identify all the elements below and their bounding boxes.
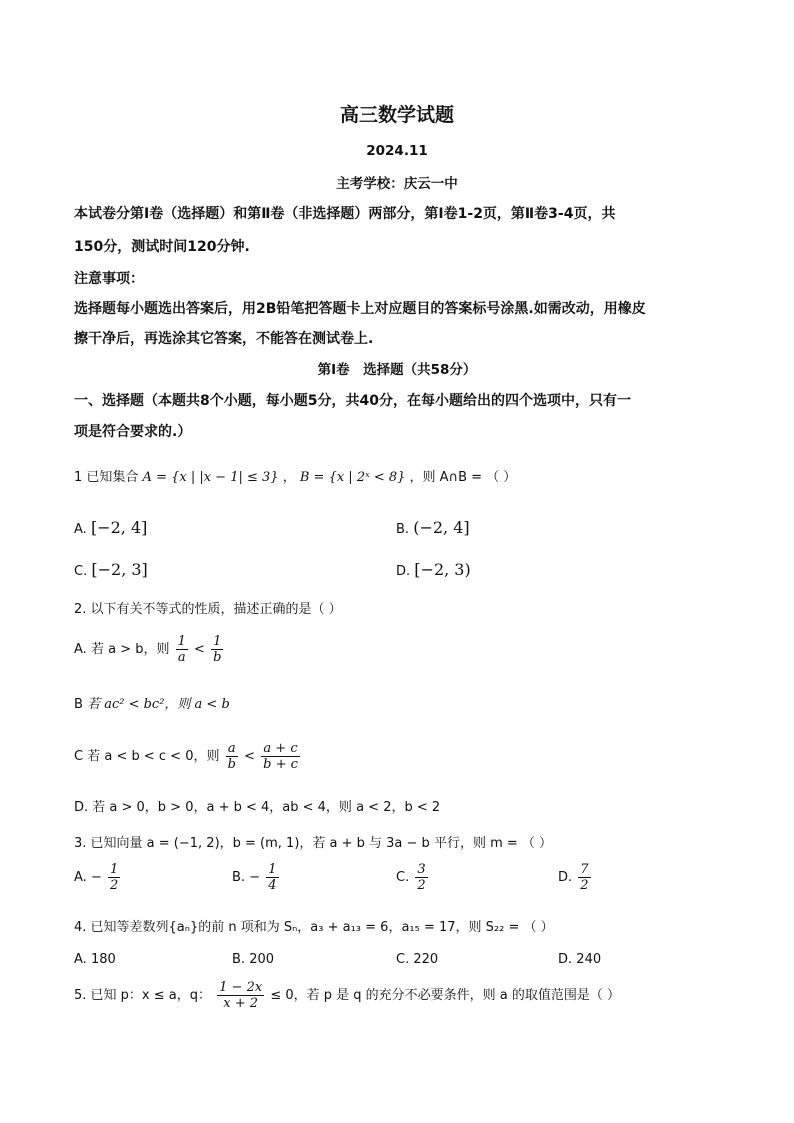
exam-date: 2024.11	[366, 143, 428, 159]
q2-option-a-fraction-1	[176, 634, 188, 665]
q1-option-a-label: A.	[74, 522, 87, 537]
q2-option-a-premise: 若 a > b，则	[90, 642, 170, 657]
q4-option-a	[74, 952, 116, 967]
section-instruction-1: 一、选择题（本题共8个小题，每小题5分，共40分，在每小题给出的四个选项中，只有一	[74, 393, 631, 409]
notice-line-2: 擦干净后，再选涂其它答案，不能答在测试卷上.	[74, 331, 374, 347]
notice-line-1: 选择题每小题选出答案后，用2B铅笔把答题卡上对应题目的答案标号涂黑.如需改动，用橡皮	[74, 301, 646, 317]
q1-option-b-label: B.	[396, 522, 410, 537]
section-title: 第Ⅰ卷 选择题（共58分）	[317, 362, 477, 378]
question-5	[74, 980, 620, 1011]
q4-option-d	[558, 952, 601, 967]
intro-line-2: 150分，测试时间120分钟.	[74, 239, 250, 255]
fraction-numerator: 7	[580, 862, 589, 877]
section-instruction-2: 项是符合要求的.）	[74, 424, 192, 440]
q3-option-c-fraction	[415, 862, 427, 893]
set-b-expression: B = {x | 2ˣ < 8}	[299, 470, 406, 485]
q2-option-a-fraction-2	[211, 634, 223, 665]
question-1	[74, 466, 516, 485]
q1-option-c-label: C.	[74, 564, 88, 579]
page-title: 高三数学试题	[339, 104, 454, 126]
fraction-numerator: a + c	[263, 741, 298, 756]
q3-option-b-label: B.	[232, 870, 246, 885]
q2-option-b-text: 若 ac² < bc²，则 a < b	[87, 697, 230, 712]
fraction-numerator: 1 − 2x	[219, 980, 263, 995]
q3-option-d	[558, 862, 593, 893]
fraction-denominator: b	[213, 650, 222, 665]
q4-option-c-label: C.	[396, 952, 410, 967]
q2-option-d: D. 若 a > 0，b > 0，a + b < 4，ab < 4，则 a < 2，b < 2	[74, 800, 441, 815]
q3-option-b-sign: −	[249, 870, 261, 885]
fraction-denominator: 4	[268, 878, 277, 893]
q4-option-a-label: A.	[74, 952, 87, 967]
q2-option-c-premise: 若 a < b < c < 0，则	[87, 749, 220, 764]
q2-option-a	[74, 634, 225, 665]
q2-option-c-operator: <	[244, 749, 255, 764]
q2-option-c-label: C	[74, 749, 84, 764]
q1-option-c-value: [−2, 3]	[91, 560, 148, 579]
set-a-expression: A = {x | |x − 1| ≤ 3}	[142, 470, 279, 485]
q3-option-d-label: D.	[558, 870, 573, 885]
fraction-denominator: b	[227, 757, 236, 772]
question-1-prefix: 1 已知集合	[74, 470, 139, 485]
q4-option-c-value: 220	[413, 952, 439, 967]
fraction-numerator: 1	[109, 862, 119, 877]
q2-option-a-operator: <	[194, 642, 205, 657]
notice-title: 注意事项：	[74, 271, 144, 287]
fraction-numerator: 1	[213, 634, 222, 649]
q4-option-a-value: 180	[90, 952, 116, 967]
fraction-numerator: 3	[417, 862, 426, 877]
q1-option-a-value: [−2, 4]	[90, 518, 148, 537]
q4-option-b-value: 200	[249, 952, 275, 967]
host-school: 主考学校：庆云一中	[336, 176, 458, 192]
q4-option-b	[232, 952, 274, 967]
q3-option-a-sign: −	[90, 870, 102, 885]
q2-option-a-label: A.	[74, 642, 87, 657]
question-1-comma: ，	[282, 470, 296, 485]
q1-option-d-value: [−2, 3)	[414, 560, 471, 579]
q1-option-a	[74, 518, 147, 537]
q4-option-b-label: B.	[232, 952, 246, 967]
q1-option-b-value: (−2, 4]	[413, 518, 470, 537]
fraction-numerator: a	[227, 741, 236, 756]
fraction-denominator: a	[177, 650, 186, 665]
q4-option-d-value: 240	[576, 952, 602, 967]
q1-option-d-label: D.	[396, 564, 411, 579]
q1-option-c	[74, 560, 148, 579]
q2-option-c	[74, 741, 302, 772]
q2-option-b	[74, 693, 230, 712]
q3-option-c	[396, 862, 430, 893]
q3-option-a-fraction	[108, 862, 120, 893]
q3-option-b-fraction	[266, 862, 278, 893]
fraction-denominator: 2	[580, 878, 589, 893]
fraction-denominator: x + 2	[223, 996, 259, 1011]
q2-option-c-fraction-2	[261, 741, 300, 772]
q2-option-b-label: B	[74, 697, 83, 712]
intro-line-1: 本试卷分第Ⅰ卷（选择题）和第Ⅱ卷（非选择题）两部分，第Ⅰ卷1-2页，第Ⅱ卷3-4页，共	[74, 206, 616, 222]
question-5-fraction	[217, 980, 264, 1011]
q1-option-b	[396, 518, 470, 537]
fraction-denominator: b + c	[263, 757, 298, 772]
question-4-stem: 4. 已知等差数列{aₙ}的前 n 项和为 Sₙ，a₃ + a₁₃ = 6，a₁₅ = 17，则 S₂₂ = （ ）	[74, 920, 554, 935]
q3-option-c-label: C.	[396, 870, 410, 885]
q2-option-c-fraction-1	[226, 741, 238, 772]
q3-option-a-label: A.	[74, 870, 87, 885]
question-5-condition: ≤ 0，若 p 是 q 的充分不必要条件，则 a 的取值范围是（ ）	[270, 988, 621, 1003]
q3-option-d-fraction	[578, 862, 590, 893]
q3-option-b	[232, 862, 281, 893]
q4-option-d-label: D.	[558, 952, 573, 967]
question-1-suffix: ，则 A∩B = （ ）	[409, 470, 517, 485]
question-5-premise: 5. 已知 p：x ≤ a，q：	[74, 988, 211, 1003]
question-2-stem: 2. 以下有关不等式的性质，描述正确的是（ ）	[74, 602, 342, 617]
q3-option-a	[74, 862, 122, 893]
q4-option-c	[396, 952, 438, 967]
q1-option-d	[396, 560, 471, 579]
fraction-numerator: 1	[177, 634, 186, 649]
fraction-numerator: 1	[268, 862, 277, 877]
fraction-denominator: 2	[109, 878, 119, 893]
question-3-stem: 3. 已知向量 a = (−1, 2)，b = (m, 1)，若 a + b 与 3a − b 平行，则 m = （ ）	[74, 836, 553, 851]
fraction-denominator: 2	[417, 878, 426, 893]
